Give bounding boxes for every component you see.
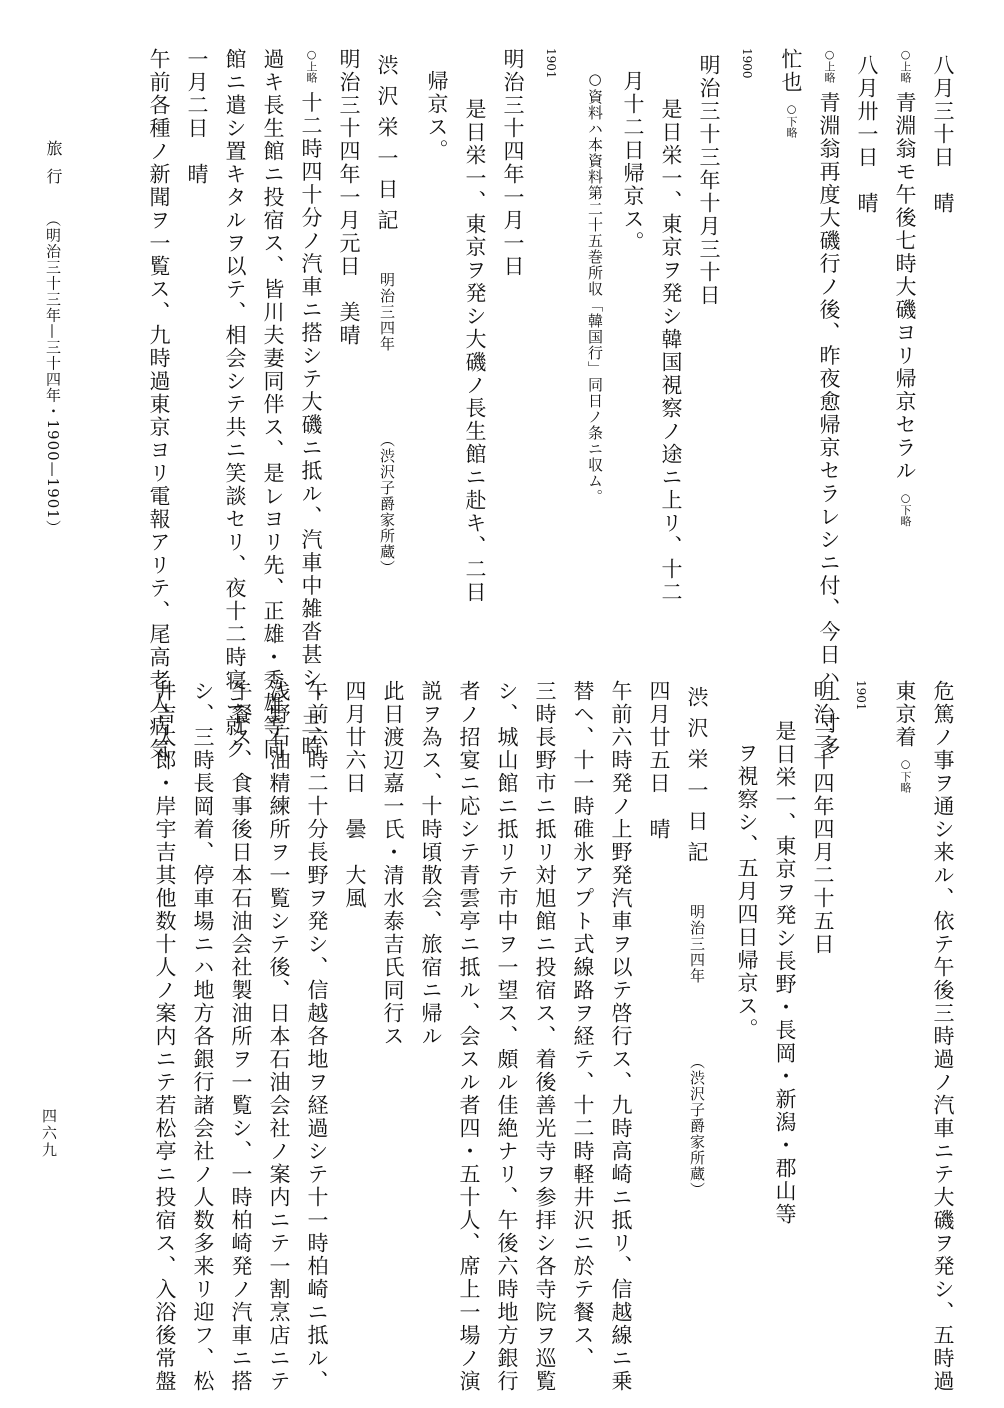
entry-date: 一月二日 晴 <box>185 48 209 186</box>
diary-title-row: 渋沢栄一日記 明治三四年（渋沢子爵家所蔵） <box>375 54 399 576</box>
text-line: 忙也 ○下略 <box>779 48 803 138</box>
source-note: ○資料ハ本資料第二十五巻所収「韓国行」同日ノ条ニ収ム。 <box>586 70 604 505</box>
running-title-text: 旅行 <box>44 140 63 196</box>
entry-date: 八月三十日 晴 <box>931 54 955 215</box>
text-line: 東京着 ○下略 <box>893 680 917 793</box>
entry-heading-1900: 1900 明治三十三年十月三十日 <box>697 48 754 307</box>
text-line: 此日渡辺嘉一氏・清水泰吉氏同行ス <box>381 680 405 1048</box>
text-line: 説ヲ為ス、十時頃散会、旅宿ニ帰ル <box>419 680 443 1048</box>
entry-date: 四月廿五日 晴 <box>647 680 671 841</box>
entry-date: 四月廿六日 曇 大風 <box>343 680 367 910</box>
text-line: 午前各種ノ新聞ヲ一覧ス、九時過東京ヨリ電報アリテ、尾高老人病気 <box>147 48 171 761</box>
text-line: 井吉太郎・岸宇吉其他数十人ノ案内ニテ若松亭ニ投宿ス、入浴後常盤 <box>153 680 177 1393</box>
lower-text-block <box>146 680 962 1393</box>
running-title <box>34 140 72 660</box>
entry-date: 八月卅一日 晴 <box>855 54 879 215</box>
text-line: 浅野石油精練所ヲ一覧シテ後、日本石油会社ノ案内ニテ一割烹店ニテ <box>267 680 291 1393</box>
entry-summary: 是日栄一、東京ヲ発シ韓国視察ノ途ニ上リ、十二 <box>659 98 683 604</box>
text-line: 三時長野市ニ抵リ対旭館ニ投宿ス、着後善光寺ヲ参拝シ各寺院ヲ巡覧 <box>533 680 557 1393</box>
text-line: シ、三時長岡着、停車場ニハ地方各銀行諸会社ノ人数多来リ迎フ、松 <box>191 680 215 1393</box>
text-line: 過キ長生館ニ投宿ス、皆川夫妻同伴ス、是レヨリ先、正雄・秀雄等同 <box>261 48 285 761</box>
entry-heading-1901b: 1901 明治三十四年四月二十五日 <box>811 680 868 956</box>
text-line: ○上略 十二時四十分ノ汽車ニ搭シテ大磯ニ抵ル、汽車中雑沓甚シ、三時 <box>299 48 323 759</box>
entry-heading-1901: 1901 明治三十四年一月一日 <box>501 48 558 278</box>
entry-summary: 是日栄一、東京ヲ発シ長野・長岡・新潟・郡山等 <box>773 720 797 1226</box>
entry-summary: ヲ視察シ、五月四日帰京ス。 <box>735 742 759 1041</box>
diary-title-row: 渋沢栄一日記 明治三四年（渋沢子爵家所蔵） <box>685 686 709 1198</box>
text-line: 午前六時発ノ上野発汽車ヲ以テ啓行ス、九時高崎ニ抵リ、信越線ニ乗 <box>609 680 633 1393</box>
entry-date: 明治三十四年一月元日 美晴 <box>337 48 361 347</box>
text-line: 館ニ遣シ置キタルヲ以テ、相会シテ共ニ笑談セリ、夜十二時寝ニ就ク <box>223 48 247 761</box>
page-number: 四六九 <box>40 1108 58 1159</box>
text-line: シ、城山館ニ抵リテ市中ヲ一望ス、頗ル佳絶ナリ、午後六時地方銀行 <box>495 680 519 1393</box>
running-title-range: （明治三十三年—三十四年・1900—1901） <box>44 219 62 536</box>
text-line: 替ヘ、十一時碓氷アプト式線路ヲ経テ、十二時軽井沢ニ於テ餐ス、 <box>571 680 595 1370</box>
text-line: ○上略 青淵翁モ午後七時大磯ヨリ帰京セラル ○下略 <box>893 48 917 527</box>
entry-summary: 是日栄一、東京ヲ発シ大磯ノ長生館ニ赴キ、二日 <box>463 98 487 604</box>
entry-summary: 帰京ス。 <box>425 70 449 162</box>
text-line: 午前六時二十分長野ヲ発シ、信越各地ヲ経過シテ十一時柏崎ニ抵ル、 <box>305 680 329 1393</box>
text-line: 者ノ招宴ニ応シテ青雲亭ニ抵ル、会スル者四・五十人、席上一場ノ演 <box>457 680 481 1393</box>
text-line: ○上略 青淵翁再度大磯行ノ後、昨夜愈帰京セラレシニ付、今日ハ一寸多 <box>817 48 841 759</box>
entry-summary: 月十二日帰京ス。 <box>621 70 645 254</box>
text-line: 危篤ノ事ヲ通シ来ル、依テ午後三時過ノ汽車ニテ大磯ヲ発シ、五時過 <box>931 680 955 1393</box>
text-line: 午餐ス、食事後日本石油会社製油所ヲ一覧シ、一時柏崎発ノ汽車ニ搭 <box>229 680 253 1393</box>
